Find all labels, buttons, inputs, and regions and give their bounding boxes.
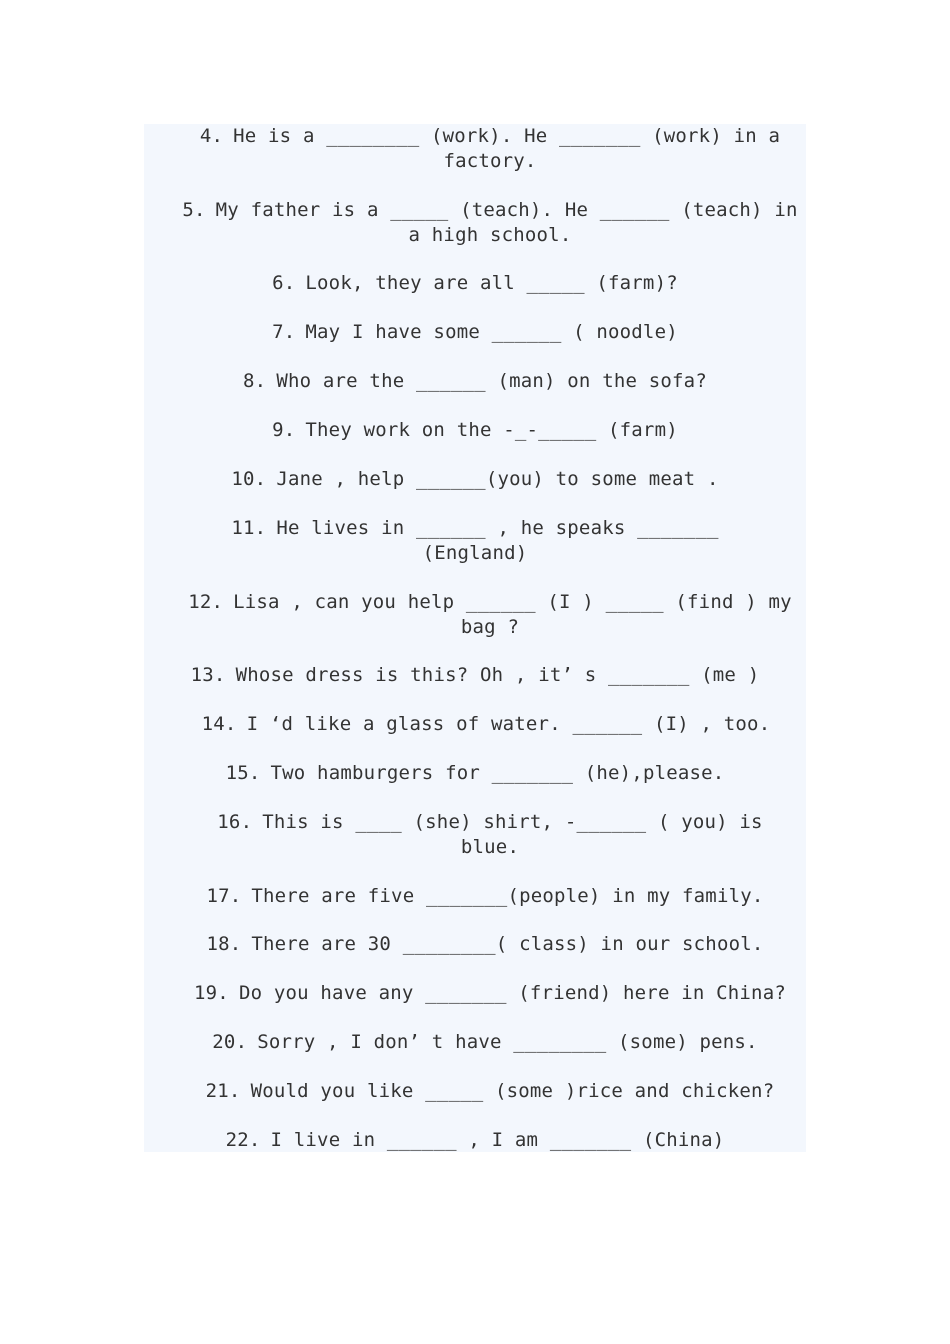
exercise-item [190,884,780,909]
exercise-number: 14. [201,713,237,735]
exercise-text: May I have some ______ ( noodle) [305,321,678,343]
exercise-number: 8. [243,370,267,392]
exercise-text: Two hamburgers for _______ (he),please. [270,762,725,784]
exercise-number: 22. [225,1129,261,1151]
exercise-text: Lisa , can you help ______ (I ) _____ (find ) my bag ? [233,591,792,638]
exercise-text: He is a ________ (work). He _______ (work) in a factory. [233,125,781,172]
exercise-text: I ‘d like a glass of water. ______ (I) , too. [246,713,771,735]
exercise-item [190,761,760,786]
exercise-number: 12. [188,591,224,613]
exercise-item [180,590,800,640]
exercise-text: He lives in ______ , he speaks _______ (England) [276,517,719,564]
exercise-item [180,198,800,248]
exercise-number: 19. [194,982,229,1004]
exercise-item [190,418,760,443]
exercise-item [210,810,770,860]
exercise-text: Whose dress is this? Oh , it’ s _______ (me ) [235,664,760,686]
exercise-text: Who are the ______ (man) on the sofa? [276,370,707,392]
exercise-number: 7. [272,321,296,343]
exercise-number: 16. [217,811,253,833]
exercise-text: Would you like _____ (some )rice and chicken? [250,1080,775,1102]
exercise-item [180,124,800,174]
exercise-item [190,320,760,345]
exercise-number: 11. [231,517,267,539]
exercise-item [190,1128,760,1153]
exercise-item [186,712,786,737]
exercise-text: There are 30 ________( class) in our school. [251,933,764,955]
exercise-text: Do you have any _______ (friend) here in China? [238,982,786,1004]
exercise-number: 9. [272,419,296,441]
exercise-number: 21. [205,1080,241,1102]
exercise-item [190,369,760,394]
exercise-text: Jane , help ______(you) to some meat . [276,468,719,490]
exercise-text: There are five _______(people) in my family. [251,885,764,907]
exercise-text: I live in ______ , I am _______ (China) [270,1129,725,1151]
exercise-number: 5. [182,199,206,221]
exercise-text: Look, they are all _____ (farm)? [305,272,678,294]
exercise-text: Sorry , I don’ t have ________ (some) pens. [257,1031,758,1053]
exercise-number: 6. [272,272,296,294]
exercise-item [190,271,760,296]
exercise-text: They work on the -_-_____ (farm) [305,419,678,441]
exercise-item [190,467,760,492]
exercise-number: 20. [212,1031,248,1053]
exercise-item [190,1030,780,1055]
exercise-number: 18. [206,933,242,955]
exercise-number: 4. [199,125,224,147]
exercise-item [190,932,780,957]
exercise-item [190,516,760,566]
exercise-item [180,981,800,1006]
exercise-item [190,1079,790,1104]
exercise-text: My father is a _____ (teach). He ______ (teach) in a high school. [215,199,798,246]
exercise-number: 13. [190,664,226,686]
exercise-number: 15. [225,762,261,784]
exercise-item [190,663,760,688]
exercise-text: This is ____ (she) shirt, -______ ( you) is blue. [262,811,763,858]
exercise-number: 10. [231,468,267,490]
exercise-number: 17. [206,885,242,907]
